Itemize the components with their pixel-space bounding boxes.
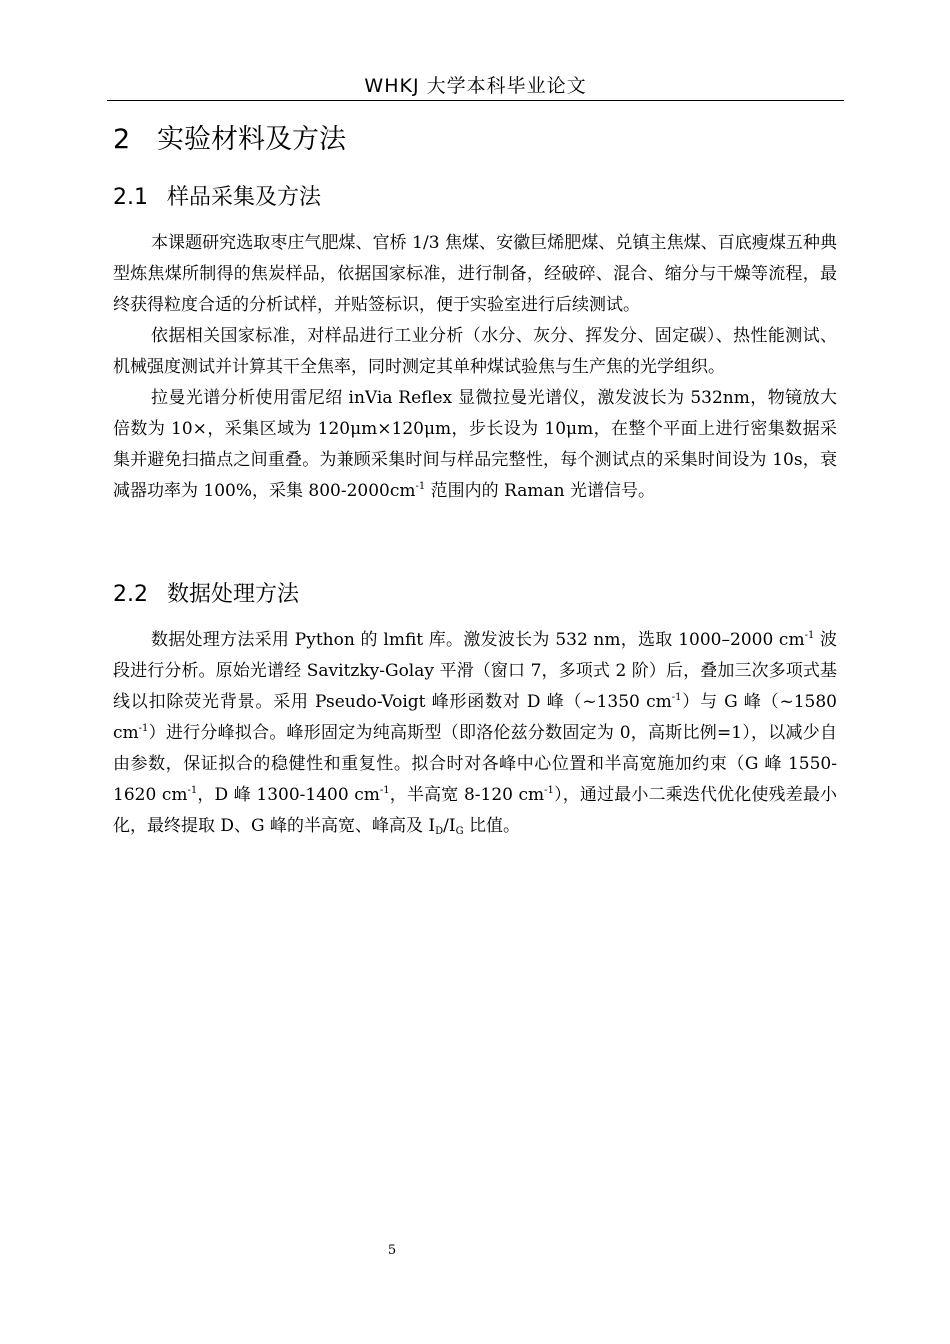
header-rule [107,100,844,101]
superscript: -1 [671,692,682,703]
superscript: -1 [187,785,198,796]
text-run: /I [443,816,456,836]
text-run: 数据处理方法采用 Python 的 lmfit 库。激发波长为 532 nm，选取 1000–2000 cm [151,630,805,650]
superscript: -1 [804,630,815,641]
text-run: ），通过最小二乘迭代优化使残差最小化，最终提取 D、G 峰的半高宽、峰高及 I [113,785,838,836]
paragraph-standard-tests: 依据相关国家标准，对样品进行工业分析（水分、灰分、挥发分、固定碳）、热性能测试、机械强度测试并计算其干全焦率，同时测定其单种煤试验焦与生产焦的光学组织。 [113,326,837,377]
subscript: D [435,826,444,837]
chapter-heading [113,120,346,160]
section-2-1-body [113,228,837,507]
subscript: G [455,826,464,837]
superscript: -1 [415,481,426,492]
section-heading-2-2 [113,579,299,611]
text-run: ，D 峰 1300-1400 cm [197,785,380,805]
paragraph-data-processing [113,625,837,842]
section-title: 数据处理方法 [167,582,300,607]
chapter-number: 2 [113,124,131,155]
paragraph-sample-selection: 本课题研究选取枣庄气肥煤、官桥 1/3 焦煤、安徽巨烯肥煤、兑镇主焦煤、百底瘦煤五种典型炼焦煤所制得的焦炭样品，依据国家标准，进行制备，经破碎、混合、缩分与干燥等流程，最终获得粒度合适的分析试样，并贴签标识，便于实验室进行后续测试。 [113,233,837,315]
section-title: 样品采集及方法 [167,185,322,210]
chapter-title: 实验材料及方法 [157,124,346,155]
section-heading-2-1 [113,182,321,214]
section-2-2-body [113,625,837,842]
running-header: WHKJ 大学本科毕业论文 [364,75,587,97]
text-run: 比值。 [463,816,521,836]
text-run: ）与 G 峰（~1580 cm [113,692,837,743]
superscript: -1 [138,723,149,734]
section-number: 2.2 [113,582,148,607]
section-number: 2.1 [113,185,148,210]
text-run: ，半高宽 8-120 cm [389,785,545,805]
paragraph-raman-setup [113,383,837,507]
superscript: -1 [379,785,390,796]
text-run: 拉曼光谱分析使用雷尼绍 inVia Reflex 显微拉曼光谱仪，激发波长为 532nm，物镜放大倍数为 10×，采集区域为 120μm×120μm，步长设为 10μm，在整个平面上进行密集数据采集并避免扫描点之间重叠。为兼顾采集时间与样品完整性，每个测试点的采集时间设为 10s，衰减器功率为 100%，采集 800-2000cm [113,388,837,501]
text-run: ）进行分峰拟合。峰形固定为纯高斯型（即洛伦兹分数固定为 0，高斯比例=1），以减少自由参数，保证拟合的稳健性和重复性。拟合时对各峰中心位置和半高宽施加约束（G 峰 1550-1620 cm [113,723,837,805]
superscript: -1 [544,785,554,796]
text-run: 波段进行分析。原始光谱经 Savitzky-Golay 平滑（窗口 7，多项式 2 阶）后，叠加三次多项式基线以扣除荧光背景。采用 Pseudo-Voigt 峰形函数对 D 峰（~1350 cm [113,630,837,712]
text-run: 范围内的 Raman 光谱信号。 [425,481,656,501]
page-number: 5 [387,1243,397,1258]
